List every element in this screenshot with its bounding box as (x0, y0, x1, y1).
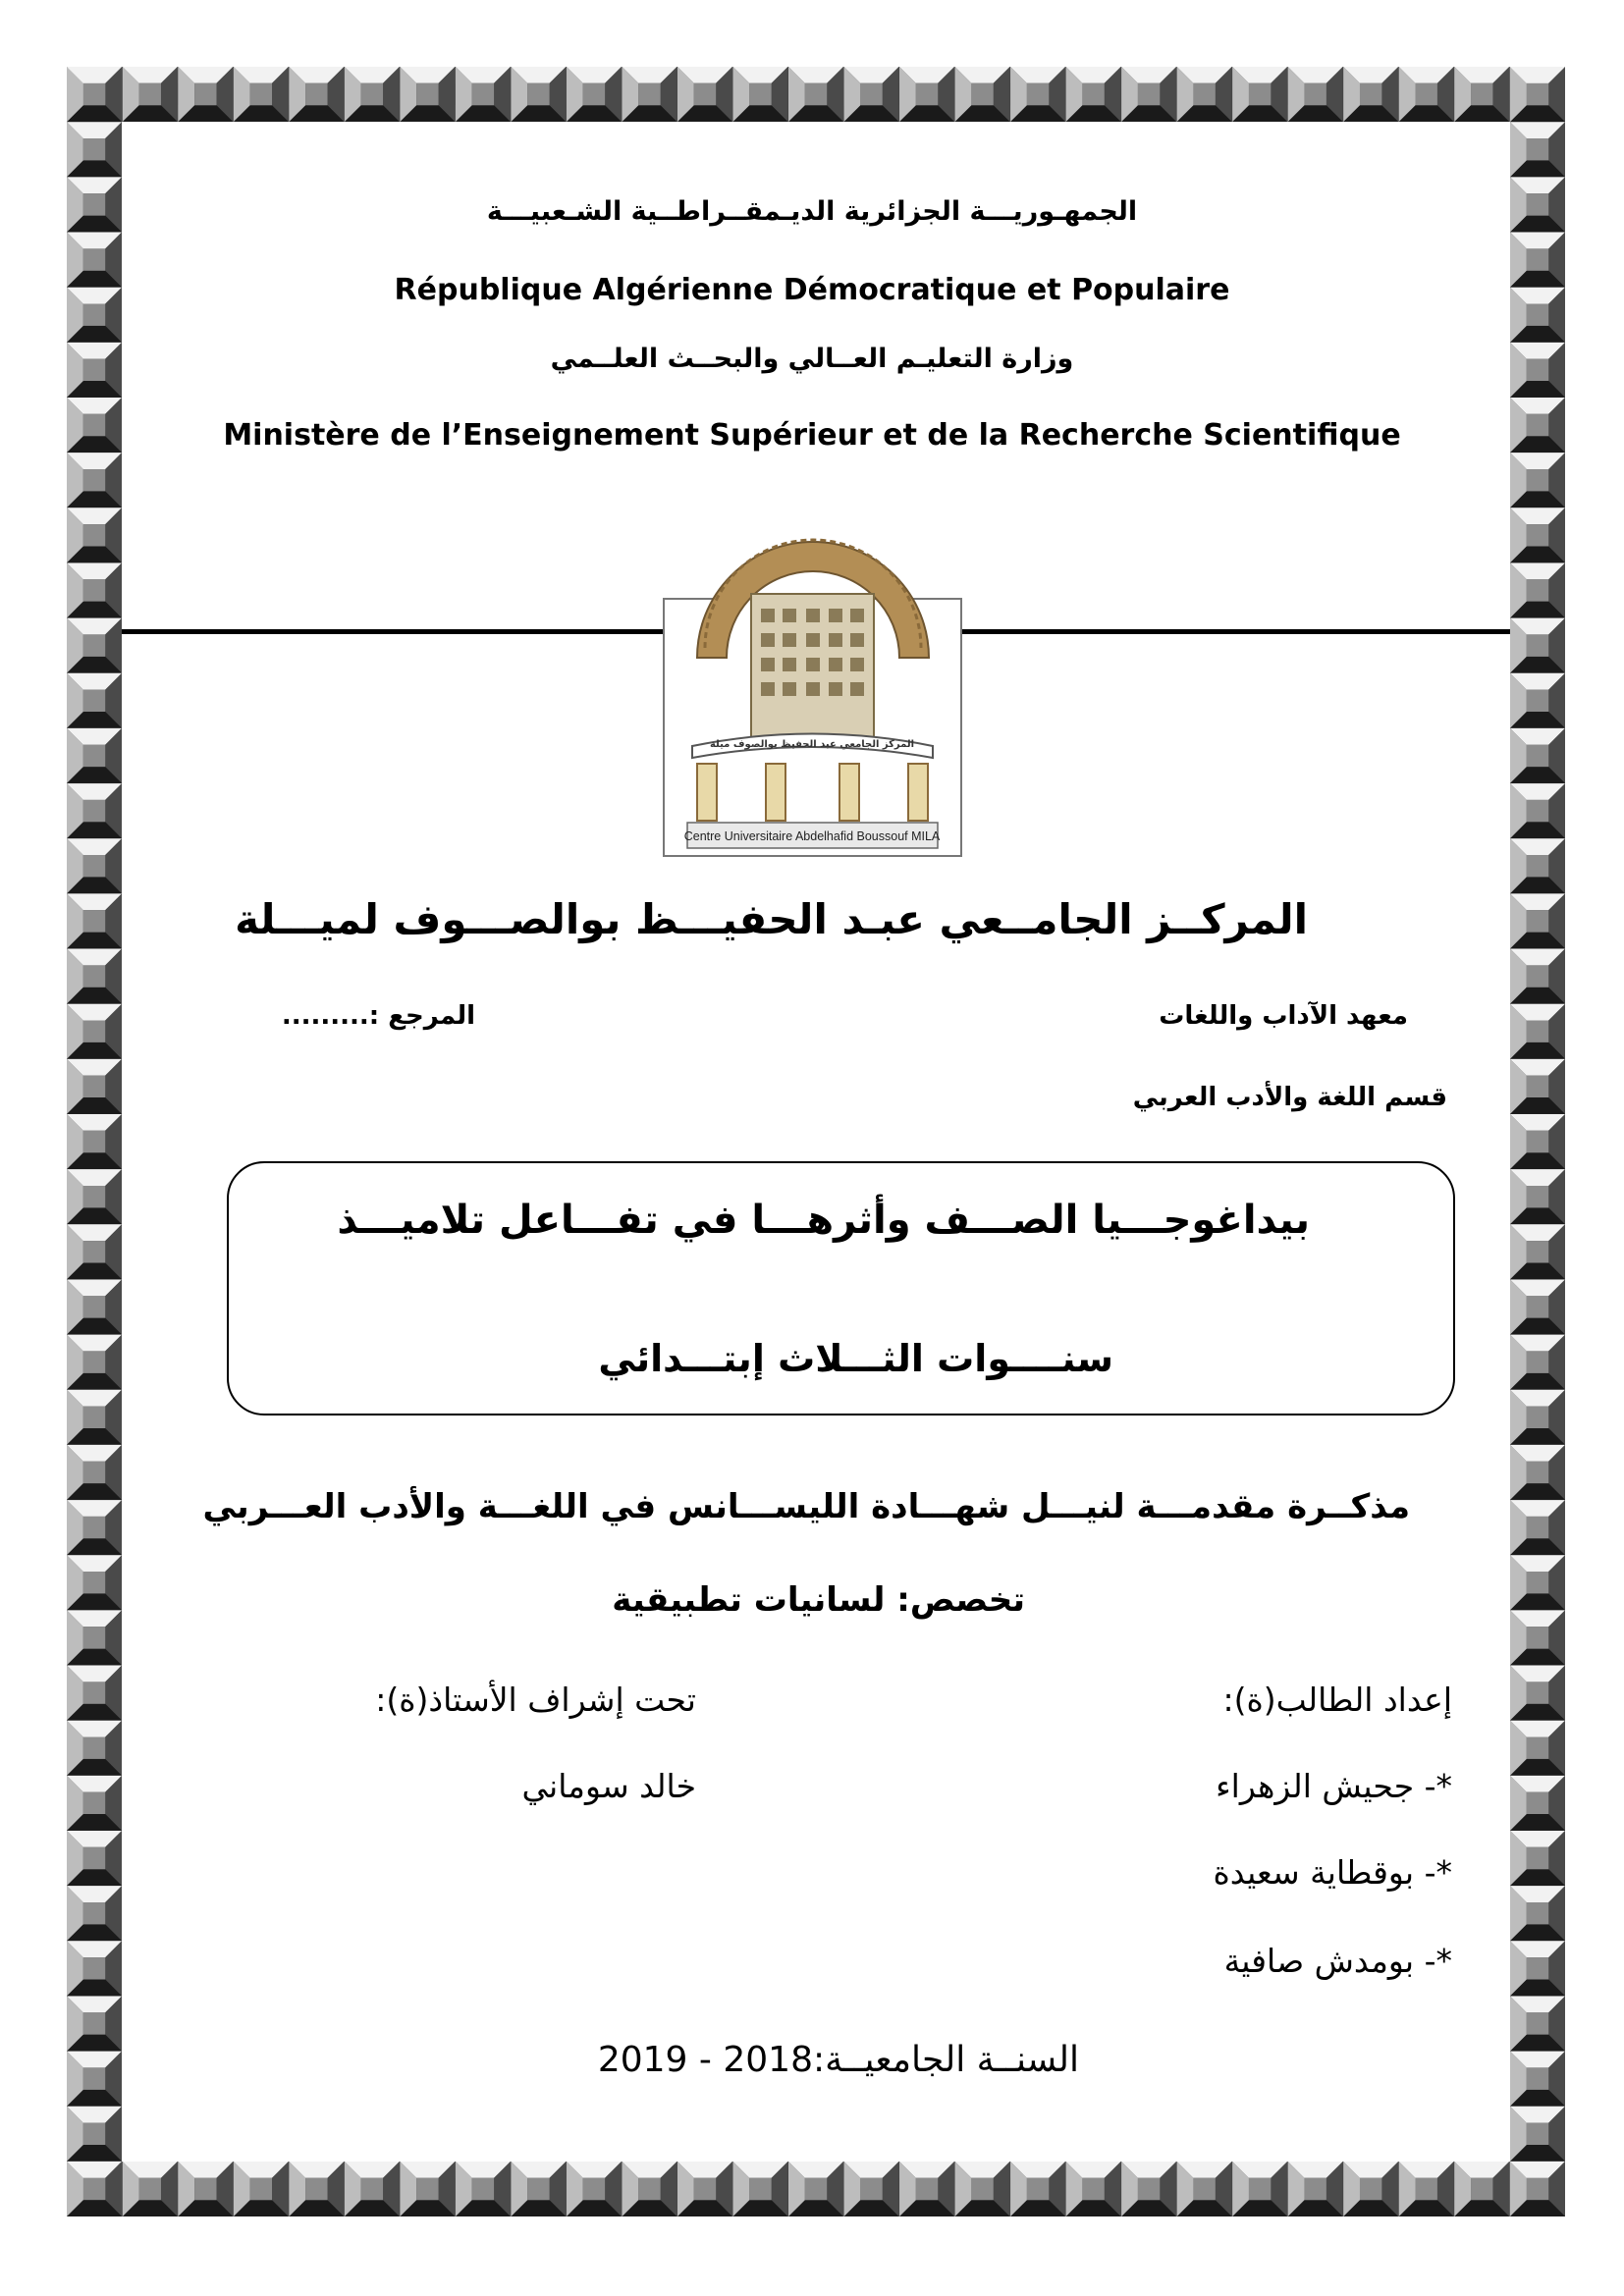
student-name: *- بوقطاية سعيدة (1213, 1853, 1452, 1892)
republic-arabic: الجمهـوريـــة الجزائرية الديـمقــراطــية الشـعبيـــة (486, 196, 1138, 227)
specialty: تخصص: لسانيات تطبيقية (612, 1580, 1025, 1620)
ministry-arabic: وزارة التعليـم العــالي والبحــث العلــمي (550, 344, 1074, 374)
border-top-pattern (67, 67, 1565, 122)
students-label: إعداد الطالب(ة): (1222, 1681, 1452, 1719)
border-left-pattern (67, 67, 122, 2216)
supervisor-name: خالد سوماني (521, 1767, 696, 1805)
academic-year: السنــة الجامعيــة:2018 - 2019 (597, 2040, 1079, 2080)
university-logo (658, 501, 967, 859)
degree-statement: مذكــرة مقدمـــة لنيـــل شهـــادة الليســـانس في اللغـــة والأدب العـــربي (202, 1487, 1410, 1526)
thesis-title-line2: سنــــوات الثـــلاث إبتـــدائي (598, 1337, 1113, 1380)
divider-left (122, 629, 672, 634)
student-name: *- بومدش صافية (1223, 1942, 1452, 1980)
divider-right (957, 629, 1510, 634)
logo-arabic-text: المركز الجامعي عبد الحفيظ بوالصوف ميلة (709, 739, 915, 750)
department-name: قسم اللغة والأدب العربي (1132, 1083, 1447, 1112)
supervisor-label: تحت إشراف الأستاذ(ة): (375, 1681, 696, 1719)
thesis-title-line1: بيداغوجـــيا الصـــف وأثرهـــا في تفـــاعل تلاميـــذ (337, 1198, 1310, 1243)
institution-name: المركــز الجامــعي عبـد الحفيـــظ بوالصـــوف لميـــلة (235, 895, 1308, 943)
reference-label: المرجع :......... (281, 1001, 475, 1031)
ministry-french: Ministère de l’Enseignement Supérieur et de la Recherche Scientifique (223, 418, 1401, 453)
border-right-pattern (1510, 67, 1565, 2216)
republic-french: République Algérienne Démocratique et Populaire (394, 273, 1230, 307)
border-bottom-pattern (67, 2162, 1565, 2216)
student-name: *- جحيش الزهراء (1216, 1767, 1452, 1805)
institute-name: معهد الآداب واللغات (1159, 1001, 1408, 1031)
logo-caption: Centre Universitaire Abdelhafid Boussouf MILA (683, 829, 941, 843)
